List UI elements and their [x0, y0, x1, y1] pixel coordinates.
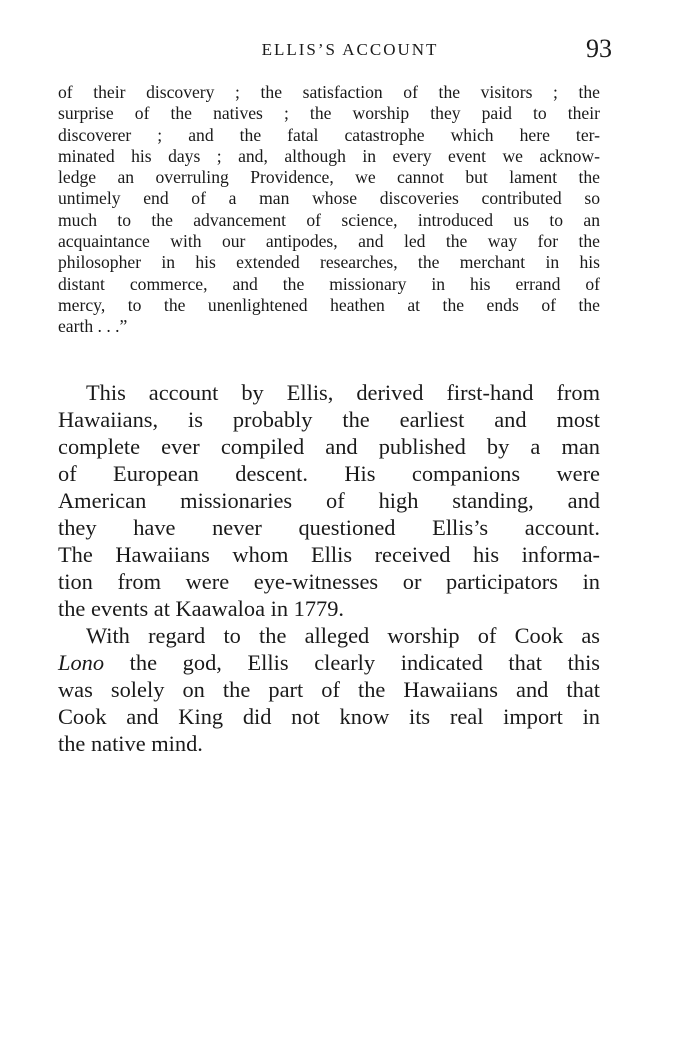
body-line: Hawaiians, is probably the earliest and most	[58, 407, 600, 432]
body-line: With regard to the alleged worship of Cook as	[86, 623, 600, 648]
page-header	[0, 0, 700, 70]
paragraph	[58, 622, 600, 757]
paragraph	[58, 379, 600, 622]
body-line	[58, 649, 600, 676]
body-line: complete ever compiled and published by a man	[58, 434, 600, 459]
quote-line: acquaintance with our antipodes, and led the way for the	[58, 231, 600, 252]
body-line: tion from were eye-witnesses or participators in	[58, 569, 600, 594]
body-line: American missionaries of high standing, and	[58, 488, 600, 513]
body-line: the native mind.	[58, 731, 203, 756]
quote-line: mercy, to the unenlightened heathen at the ends of the	[58, 294, 600, 315]
quote-line: discoverer ; and the fatal catastrophe which here ter-	[58, 124, 600, 145]
body-line: they have never questioned Ellis’s account.	[58, 515, 600, 540]
quote-line: distant commerce, and the missionary in his errand of	[58, 273, 600, 294]
running-head: ELLIS’S ACCOUNT	[261, 40, 439, 59]
quote-line: untimely end of a man whose discoveries contributed so	[58, 188, 600, 209]
quote-line: of their discovery ; the satisfaction of the visitors ; the	[58, 82, 600, 102]
body-text	[58, 379, 600, 757]
quote-line: earth . . .”	[58, 316, 128, 337]
quote-line: philosopher in his extended researches, the merchant in his	[58, 252, 600, 273]
body-line: Cook and King did not know its real import in	[58, 704, 600, 729]
italic-term: Lono	[58, 650, 105, 675]
quote-line: ledge an overruling Providence, we cannot but lament the	[58, 167, 600, 188]
body-line: was solely on the part of the Hawaiians and that	[58, 677, 600, 702]
quote-line: surprise of the natives ; the worship they paid to their	[58, 103, 600, 124]
quoted-passage	[58, 82, 600, 338]
body-line: The Hawaiians whom Ellis received his informa-	[58, 542, 600, 567]
quote-line: much to the advancement of science, introduced us to an	[58, 209, 600, 230]
body-line: of European descent. His companions were	[58, 461, 600, 486]
body-line: This account by Ellis, derived first-hand from	[86, 380, 600, 405]
body-line-text: the god, Ellis clearly indicated that this	[104, 650, 600, 675]
quote-line: minated his days ; and, although in every event we acknow-	[58, 145, 600, 166]
body-line: the events at Kaawaloa in 1779.	[58, 596, 345, 621]
page-number: 93	[586, 34, 612, 63]
